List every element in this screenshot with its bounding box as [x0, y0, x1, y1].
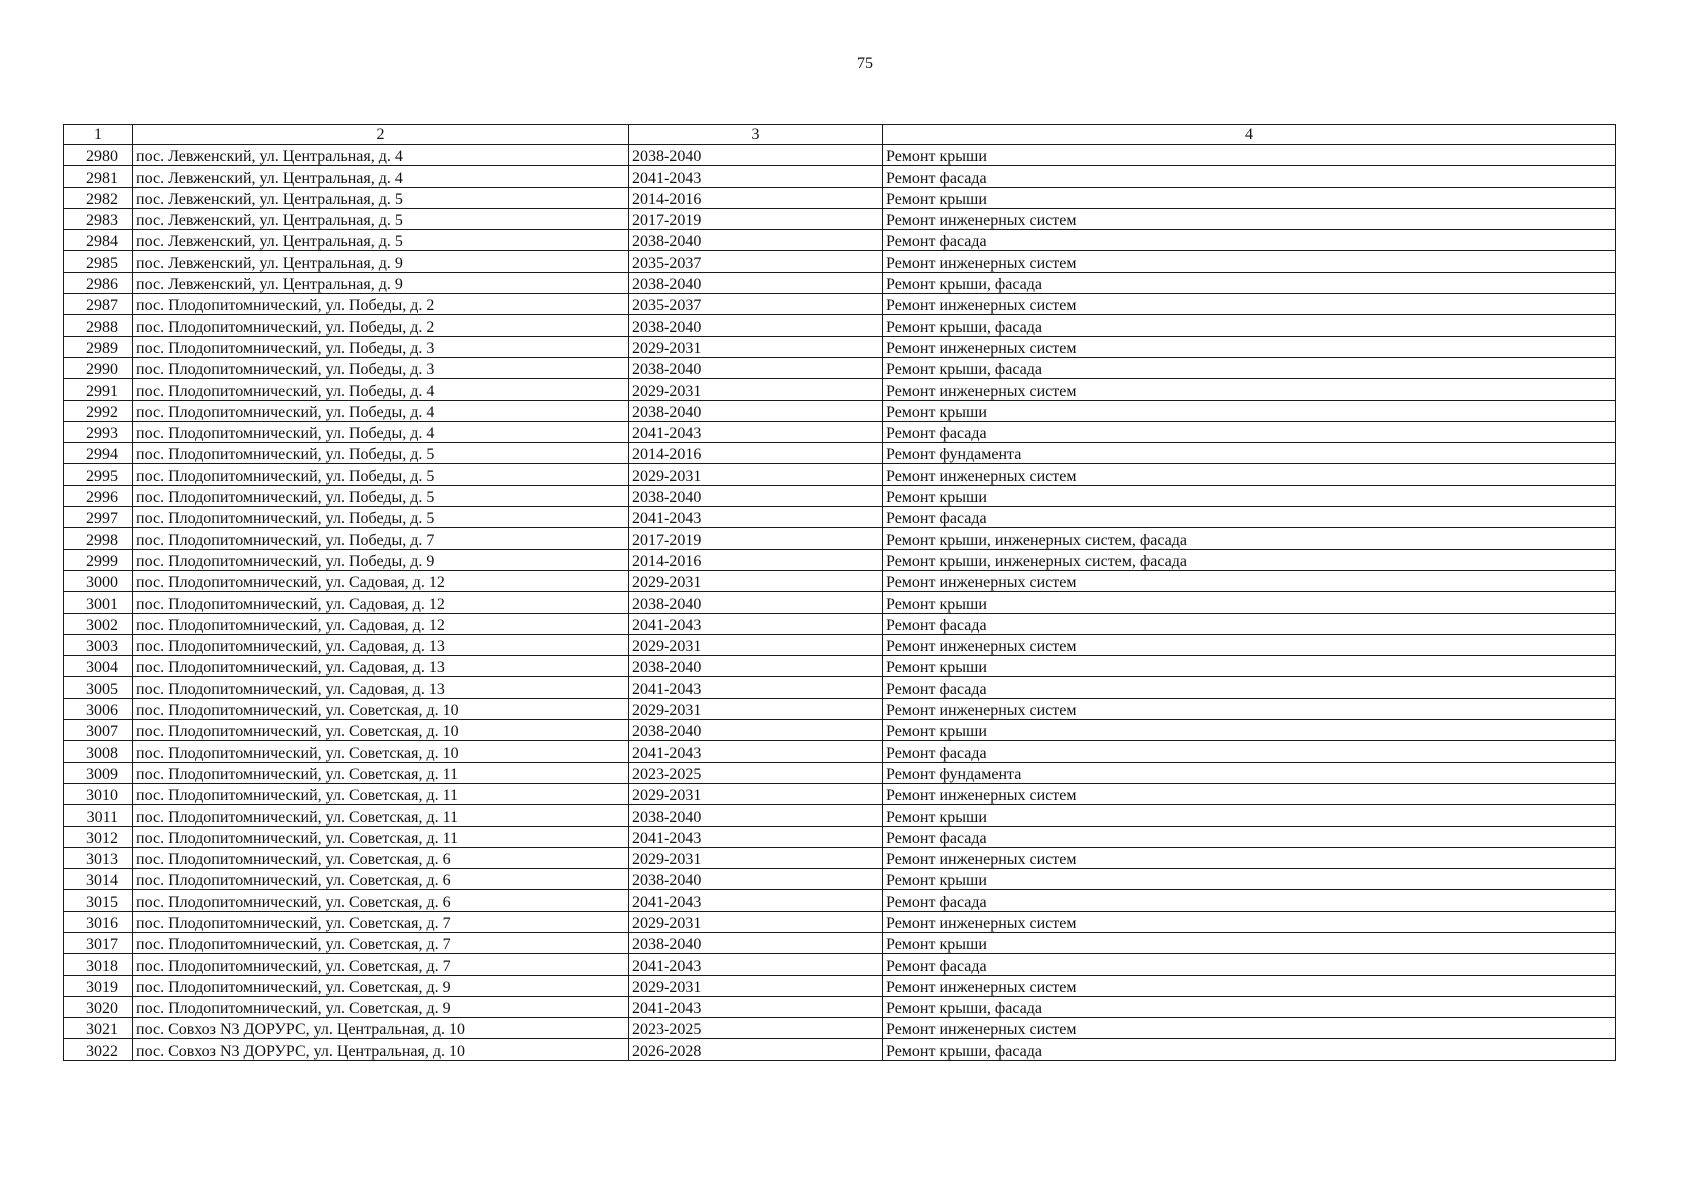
work-type-cell: Ремонт фасада	[883, 890, 1616, 911]
row-number-cell: 2993	[64, 421, 133, 442]
address-cell: пос. Плодопитомнический, ул. Победы, д. 5	[133, 464, 629, 485]
column-header-3: 3	[629, 125, 883, 145]
row-number-cell: 2997	[64, 507, 133, 528]
period-cell: 2041-2043	[629, 996, 883, 1017]
row-number-cell: 3022	[64, 1039, 133, 1060]
work-type-cell: Ремонт фасада	[883, 613, 1616, 634]
work-type-cell: Ремонт инженерных систем	[883, 251, 1616, 272]
table-row	[64, 336, 1616, 357]
work-type-cell: Ремонт крыши	[883, 932, 1616, 953]
table-row	[64, 954, 1616, 975]
table-row	[64, 187, 1616, 208]
period-cell: 2029-2031	[629, 464, 883, 485]
row-number-cell: 2982	[64, 187, 133, 208]
row-number-cell: 3020	[64, 996, 133, 1017]
address-cell: пос. Плодопитомнический, ул. Советская, д. 9	[133, 975, 629, 996]
work-type-cell: Ремонт крыши	[883, 592, 1616, 613]
work-type-cell: Ремонт крыши	[883, 485, 1616, 506]
period-cell: 2029-2031	[629, 336, 883, 357]
address-cell: пос. Совхоз N3 ДОРУРС, ул. Центральная, д. 10	[133, 1018, 629, 1039]
address-cell: пос. Плодопитомнический, ул. Садовая, д. 12	[133, 592, 629, 613]
period-cell: 2038-2040	[629, 357, 883, 378]
work-type-cell: Ремонт инженерных систем	[883, 634, 1616, 655]
period-cell: 2014-2016	[629, 443, 883, 464]
table-row	[64, 315, 1616, 336]
address-cell: пос. Плодопитомнический, ул. Победы, д. 7	[133, 528, 629, 549]
address-cell: пос. Плодопитомнический, ул. Победы, д. 2	[133, 315, 629, 336]
period-cell: 2038-2040	[629, 869, 883, 890]
table-row	[64, 741, 1616, 762]
period-cell: 2029-2031	[629, 911, 883, 932]
row-number-cell: 3013	[64, 847, 133, 868]
row-number-cell: 2981	[64, 166, 133, 187]
table-row	[64, 570, 1616, 591]
period-cell: 2029-2031	[629, 975, 883, 996]
row-number-cell: 2994	[64, 443, 133, 464]
table-row	[64, 720, 1616, 741]
table-row	[64, 294, 1616, 315]
address-cell: пос. Плодопитомнический, ул. Садовая, д. 12	[133, 570, 629, 591]
row-number-cell: 3005	[64, 677, 133, 698]
work-type-cell: Ремонт крыши, фасада	[883, 357, 1616, 378]
page-number: 75	[857, 55, 873, 72]
period-cell: 2038-2040	[629, 315, 883, 336]
address-cell: пос. Плодопитомнический, ул. Победы, д. 5	[133, 443, 629, 464]
table-row	[64, 613, 1616, 634]
address-cell: пос. Плодопитомнический, ул. Садовая, д. 12	[133, 613, 629, 634]
work-type-cell: Ремонт крыши	[883, 656, 1616, 677]
row-number-cell: 2980	[64, 145, 133, 166]
period-cell: 2038-2040	[629, 720, 883, 741]
work-type-cell: Ремонт крыши, инженерных систем, фасада	[883, 549, 1616, 570]
row-number-cell: 2988	[64, 315, 133, 336]
table-row	[64, 890, 1616, 911]
row-number-cell: 2995	[64, 464, 133, 485]
row-number-cell: 3009	[64, 762, 133, 783]
row-number-cell: 2996	[64, 485, 133, 506]
row-number-cell: 2999	[64, 549, 133, 570]
period-cell: 2041-2043	[629, 677, 883, 698]
table-row	[64, 507, 1616, 528]
table-row	[64, 230, 1616, 251]
address-cell: пос. Плодопитомнический, ул. Садовая, д. 13	[133, 656, 629, 677]
period-cell: 2026-2028	[629, 1039, 883, 1060]
table-row	[64, 656, 1616, 677]
table-row	[64, 1039, 1616, 1060]
row-number-cell: 3017	[64, 932, 133, 953]
address-cell: пос. Плодопитомнический, ул. Советская, д. 10	[133, 741, 629, 762]
row-number-cell: 2991	[64, 379, 133, 400]
row-number-cell: 2989	[64, 336, 133, 357]
work-type-cell: Ремонт крыши, фасада	[883, 996, 1616, 1017]
table-row	[64, 272, 1616, 293]
work-type-cell: Ремонт фундамента	[883, 443, 1616, 464]
work-type-cell: Ремонт инженерных систем	[883, 294, 1616, 315]
table-row	[64, 443, 1616, 464]
address-cell: пос. Плодопитомнический, ул. Победы, д. 3	[133, 357, 629, 378]
period-cell: 2041-2043	[629, 613, 883, 634]
row-number-cell: 3002	[64, 613, 133, 634]
address-cell: пос. Левженский, ул. Центральная, д. 5	[133, 187, 629, 208]
work-type-cell: Ремонт инженерных систем	[883, 911, 1616, 932]
address-cell: пос. Левженский, ул. Центральная, д. 9	[133, 272, 629, 293]
row-number-cell: 2983	[64, 208, 133, 229]
row-number-cell: 2987	[64, 294, 133, 315]
table-row	[64, 592, 1616, 613]
period-cell: 2041-2043	[629, 826, 883, 847]
address-cell: пос. Плодопитомнический, ул. Советская, д. 11	[133, 783, 629, 804]
work-type-cell: Ремонт крыши	[883, 869, 1616, 890]
table-row	[64, 400, 1616, 421]
period-cell: 2038-2040	[629, 485, 883, 506]
row-number-cell: 3019	[64, 975, 133, 996]
work-type-cell: Ремонт инженерных систем	[883, 975, 1616, 996]
period-cell: 2035-2037	[629, 294, 883, 315]
table-row	[64, 549, 1616, 570]
table-row	[64, 783, 1616, 804]
period-cell: 2017-2019	[629, 528, 883, 549]
table-row	[64, 826, 1616, 847]
table-row	[64, 145, 1616, 166]
work-type-cell: Ремонт фасада	[883, 230, 1616, 251]
table-row	[64, 869, 1616, 890]
period-cell: 2023-2025	[629, 1018, 883, 1039]
address-cell: пос. Совхоз N3 ДОРУРС, ул. Центральная, д. 10	[133, 1039, 629, 1060]
work-type-cell: Ремонт фасада	[883, 826, 1616, 847]
address-cell: пос. Плодопитомнический, ул. Победы, д. 4	[133, 379, 629, 400]
period-cell: 2029-2031	[629, 379, 883, 400]
row-number-cell: 3018	[64, 954, 133, 975]
address-cell: пос. Левженский, ул. Центральная, д. 9	[133, 251, 629, 272]
work-type-cell: Ремонт фасада	[883, 954, 1616, 975]
period-cell: 2029-2031	[629, 847, 883, 868]
table-row	[64, 996, 1616, 1017]
work-type-cell: Ремонт инженерных систем	[883, 783, 1616, 804]
period-cell: 2041-2043	[629, 166, 883, 187]
period-cell: 2038-2040	[629, 230, 883, 251]
address-cell: пос. Плодопитомнический, ул. Советская, д. 7	[133, 954, 629, 975]
row-number-cell: 3001	[64, 592, 133, 613]
period-cell: 2029-2031	[629, 783, 883, 804]
address-cell: пос. Левженский, ул. Центральная, д. 4	[133, 145, 629, 166]
repair-schedule-table	[63, 124, 1616, 1061]
period-cell: 2038-2040	[629, 145, 883, 166]
period-cell: 2038-2040	[629, 272, 883, 293]
work-type-cell: Ремонт фасада	[883, 421, 1616, 442]
work-type-cell: Ремонт инженерных систем	[883, 379, 1616, 400]
row-number-cell: 2992	[64, 400, 133, 421]
table-row	[64, 357, 1616, 378]
work-type-cell: Ремонт фасада	[883, 166, 1616, 187]
period-cell: 2038-2040	[629, 932, 883, 953]
work-type-cell: Ремонт крыши, фасада	[883, 272, 1616, 293]
address-cell: пос. Левженский, ул. Центральная, д. 5	[133, 208, 629, 229]
address-cell: пос. Плодопитомнический, ул. Советская, д. 7	[133, 932, 629, 953]
period-cell: 2041-2043	[629, 421, 883, 442]
work-type-cell: Ремонт фасада	[883, 741, 1616, 762]
period-cell: 2038-2040	[629, 656, 883, 677]
row-number-cell: 3014	[64, 869, 133, 890]
work-type-cell: Ремонт фундамента	[883, 762, 1616, 783]
address-cell: пос. Плодопитомнический, ул. Советская, д. 7	[133, 911, 629, 932]
address-cell: пос. Плодопитомнический, ул. Победы, д. 2	[133, 294, 629, 315]
row-number-cell: 3012	[64, 826, 133, 847]
work-type-cell: Ремонт фасада	[883, 507, 1616, 528]
period-cell: 2041-2043	[629, 741, 883, 762]
table-row	[64, 421, 1616, 442]
table-row	[64, 911, 1616, 932]
row-number-cell: 3007	[64, 720, 133, 741]
table-row	[64, 1018, 1616, 1039]
table-row	[64, 464, 1616, 485]
address-cell: пос. Плодопитомнический, ул. Победы, д. 5	[133, 507, 629, 528]
address-cell: пос. Плодопитомнический, ул. Советская, д. 10	[133, 698, 629, 719]
period-cell: 2038-2040	[629, 592, 883, 613]
work-type-cell: Ремонт инженерных систем	[883, 698, 1616, 719]
work-type-cell: Ремонт крыши	[883, 145, 1616, 166]
table-row	[64, 932, 1616, 953]
work-type-cell: Ремонт крыши, фасада	[883, 1039, 1616, 1060]
address-cell: пос. Плодопитомнический, ул. Победы, д. 5	[133, 485, 629, 506]
period-cell: 2035-2037	[629, 251, 883, 272]
header-row	[64, 125, 1616, 145]
work-type-cell: Ремонт фасада	[883, 677, 1616, 698]
table-row	[64, 762, 1616, 783]
work-type-cell: Ремонт инженерных систем	[883, 570, 1616, 591]
table-row	[64, 634, 1616, 655]
address-cell: пос. Плодопитомнический, ул. Советская, д. 9	[133, 996, 629, 1017]
table-row	[64, 379, 1616, 400]
period-cell: 2017-2019	[629, 208, 883, 229]
work-type-cell: Ремонт инженерных систем	[883, 336, 1616, 357]
address-cell: пос. Плодопитомнический, ул. Советская, д. 11	[133, 805, 629, 826]
table-row	[64, 166, 1616, 187]
work-type-cell: Ремонт крыши	[883, 400, 1616, 421]
work-type-cell: Ремонт крыши	[883, 720, 1616, 741]
work-type-cell: Ремонт крыши, инженерных систем, фасада	[883, 528, 1616, 549]
work-type-cell: Ремонт инженерных систем	[883, 847, 1616, 868]
table-row	[64, 847, 1616, 868]
row-number-cell: 3004	[64, 656, 133, 677]
period-cell: 2041-2043	[629, 954, 883, 975]
address-cell: пос. Плодопитомнический, ул. Победы, д. 9	[133, 549, 629, 570]
address-cell: пос. Плодопитомнический, ул. Советская, д. 6	[133, 847, 629, 868]
address-cell: пос. Плодопитомнический, ул. Победы, д. 4	[133, 400, 629, 421]
table-row	[64, 975, 1616, 996]
table-row	[64, 528, 1616, 549]
address-cell: пос. Плодопитомнический, ул. Садовая, д. 13	[133, 634, 629, 655]
row-number-cell: 3016	[64, 911, 133, 932]
address-cell: пос. Левженский, ул. Центральная, д. 4	[133, 166, 629, 187]
column-header-1: 1	[64, 125, 133, 145]
row-number-cell: 3000	[64, 570, 133, 591]
column-header-2: 2	[133, 125, 629, 145]
work-type-cell: Ремонт инженерных систем	[883, 1018, 1616, 1039]
column-header-4: 4	[883, 125, 1616, 145]
table-row	[64, 698, 1616, 719]
row-number-cell: 3011	[64, 805, 133, 826]
table-body	[64, 145, 1616, 1061]
work-type-cell: Ремонт инженерных систем	[883, 464, 1616, 485]
address-cell: пос. Плодопитомнический, ул. Победы, д. 4	[133, 421, 629, 442]
period-cell: 2029-2031	[629, 634, 883, 655]
row-number-cell: 2985	[64, 251, 133, 272]
address-cell: пос. Плодопитомнический, ул. Советская, д. 6	[133, 890, 629, 911]
address-cell: пос. Левженский, ул. Центральная, д. 5	[133, 230, 629, 251]
address-cell: пос. Плодопитомнический, ул. Советская, д. 11	[133, 826, 629, 847]
address-cell: пос. Плодопитомнический, ул. Садовая, д. 13	[133, 677, 629, 698]
period-cell: 2041-2043	[629, 890, 883, 911]
address-cell: пос. Плодопитомнический, ул. Советская, д. 10	[133, 720, 629, 741]
work-type-cell: Ремонт крыши	[883, 187, 1616, 208]
period-cell: 2038-2040	[629, 805, 883, 826]
row-number-cell: 2998	[64, 528, 133, 549]
work-type-cell: Ремонт крыши, фасада	[883, 315, 1616, 336]
table-row	[64, 208, 1616, 229]
period-cell: 2041-2043	[629, 507, 883, 528]
row-number-cell: 3010	[64, 783, 133, 804]
row-number-cell: 3008	[64, 741, 133, 762]
work-type-cell: Ремонт крыши	[883, 805, 1616, 826]
work-type-cell: Ремонт инженерных систем	[883, 208, 1616, 229]
address-cell: пос. Плодопитомнический, ул. Советская, д. 6	[133, 869, 629, 890]
table-row	[64, 805, 1616, 826]
row-number-cell: 2990	[64, 357, 133, 378]
period-cell: 2029-2031	[629, 570, 883, 591]
address-cell: пос. Плодопитомнический, ул. Победы, д. 3	[133, 336, 629, 357]
row-number-cell: 2984	[64, 230, 133, 251]
period-cell: 2038-2040	[629, 400, 883, 421]
row-number-cell: 2986	[64, 272, 133, 293]
row-number-cell: 3006	[64, 698, 133, 719]
address-cell: пос. Плодопитомнический, ул. Советская, д. 11	[133, 762, 629, 783]
table-row	[64, 485, 1616, 506]
period-cell: 2014-2016	[629, 549, 883, 570]
table-row	[64, 251, 1616, 272]
row-number-cell: 3003	[64, 634, 133, 655]
period-cell: 2014-2016	[629, 187, 883, 208]
row-number-cell: 3021	[64, 1018, 133, 1039]
table-row	[64, 677, 1616, 698]
row-number-cell: 3015	[64, 890, 133, 911]
period-cell: 2029-2031	[629, 698, 883, 719]
period-cell: 2023-2025	[629, 762, 883, 783]
